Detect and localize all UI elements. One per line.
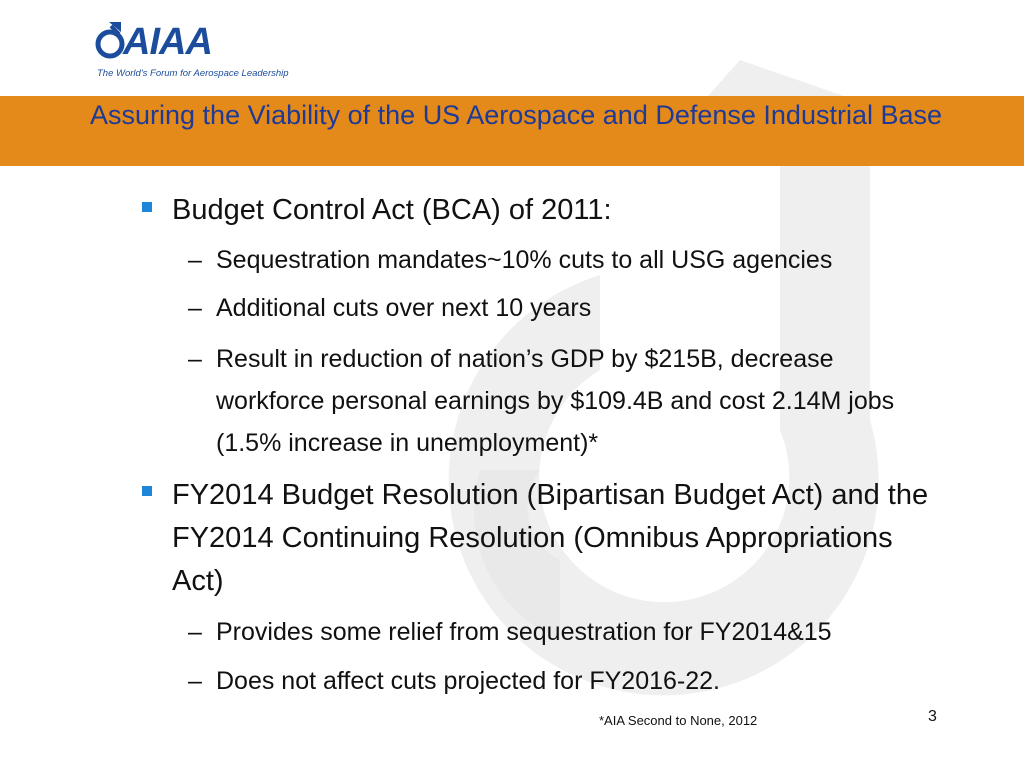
dash-bullet-icon: – bbox=[188, 246, 202, 274]
bullet-text: FY2014 Budget Resolution (Bipartisan Budget Act) and the FY2014 Continuing Resolution (Omnibus Appropriations Act) bbox=[172, 479, 929, 597]
dash-bullet-icon: – bbox=[188, 345, 202, 373]
logo-tagline: The World's Forum for Aerospace Leadership bbox=[97, 68, 289, 79]
sub-bullet-text: Provides some relief from sequestration for FY2014&15 bbox=[216, 618, 832, 646]
aiaa-logo bbox=[95, 18, 289, 84]
footnote: *AIA Second to None, 2012 bbox=[599, 713, 758, 728]
square-bullet-icon bbox=[142, 486, 152, 496]
dash-bullet-icon: – bbox=[188, 618, 202, 646]
sub-bullet-text: Result in reduction of nation’s GDP by $215B, decrease workforce personal earnings by $109.4B and cost 2.14M jobs (1.5% increase in unemployment)* bbox=[216, 345, 895, 457]
sub-bullet-text: Additional cuts over next 10 years bbox=[216, 294, 592, 322]
slide-title: Assuring the Viability of the US Aerospace and Defense Industrial Base bbox=[90, 100, 943, 130]
sub-bullet-item bbox=[188, 288, 936, 328]
sub-bullet-item bbox=[188, 338, 926, 464]
sub-bullet-text: Sequestration mandates~10% cuts to all USG agencies bbox=[216, 246, 833, 274]
bullet-item bbox=[172, 474, 932, 603]
bullet-item bbox=[172, 190, 932, 231]
page-number: 3 bbox=[928, 708, 937, 725]
dash-bullet-icon: – bbox=[188, 667, 202, 695]
logo-wordmark: AIAA bbox=[123, 21, 212, 63]
square-bullet-icon bbox=[142, 202, 152, 212]
sub-bullet-item bbox=[188, 661, 936, 701]
dash-bullet-icon: – bbox=[188, 294, 202, 322]
sub-bullet-text: Does not affect cuts projected for FY2016-22. bbox=[216, 667, 720, 695]
sub-bullet-item bbox=[188, 612, 936, 652]
sub-bullet-item bbox=[188, 240, 936, 280]
bullet-text: Budget Control Act (BCA) of 2011: bbox=[172, 194, 612, 226]
